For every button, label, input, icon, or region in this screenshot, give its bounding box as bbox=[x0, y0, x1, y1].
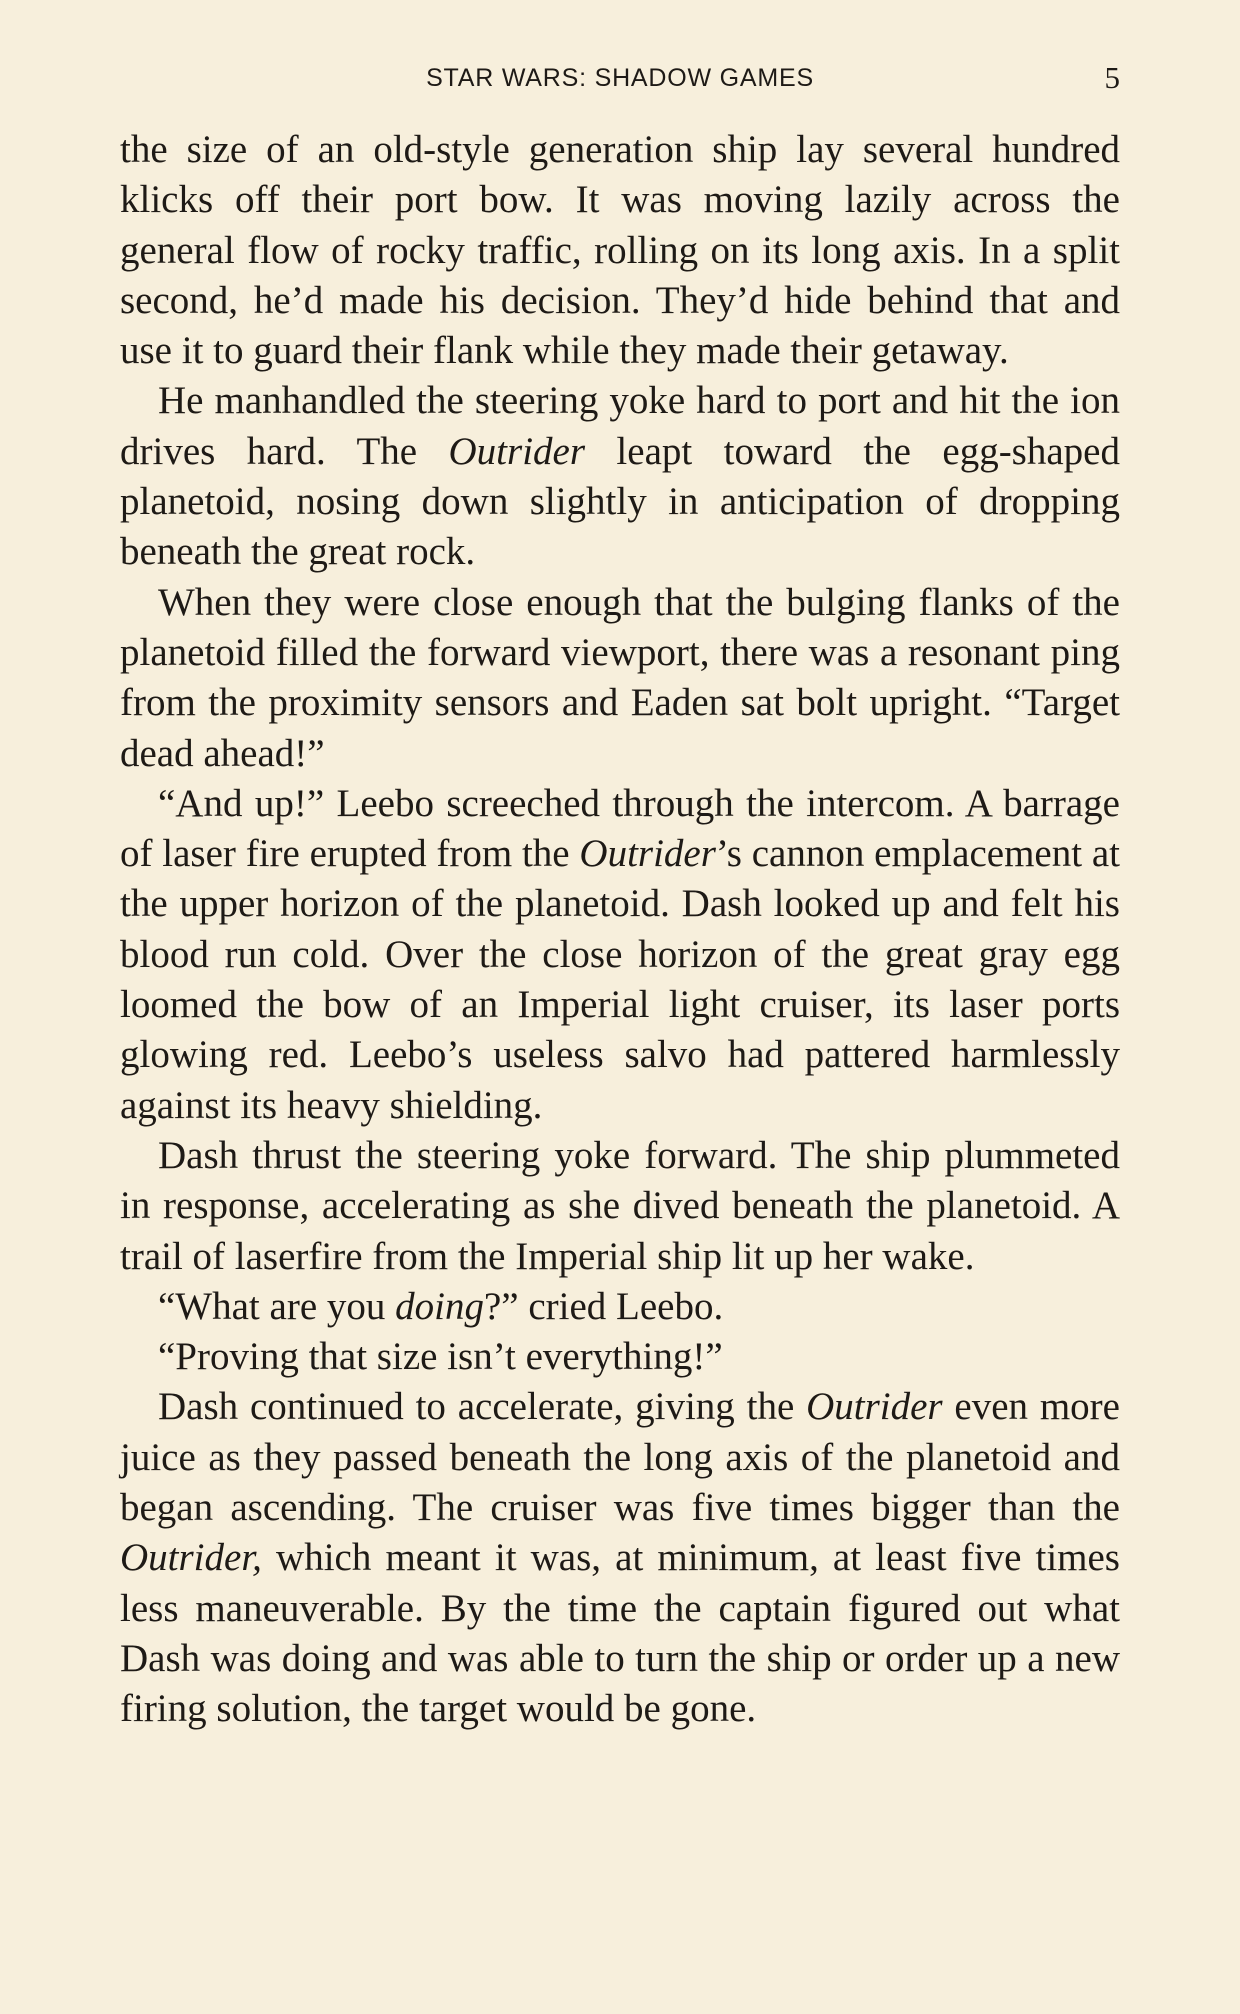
italic-text-run: Outrider bbox=[448, 429, 586, 473]
italic-text-run: doing bbox=[395, 1284, 484, 1328]
text-run: “What are you bbox=[158, 1284, 396, 1328]
running-title: STAR WARS: SHADOW GAMES bbox=[426, 64, 814, 92]
italic-text-run: Outrider, bbox=[120, 1536, 262, 1580]
body-text bbox=[120, 125, 1120, 1735]
italic-text-run: Outrider bbox=[806, 1385, 943, 1429]
paragraph bbox=[120, 125, 1120, 376]
paragraph bbox=[120, 1332, 1120, 1382]
text-run: He manhandled the steering yoke hard to port and hit the ion drives hard. The bbox=[120, 379, 1120, 473]
text-run: Dash thrust the steering yoke forward. The ship plummeted in response, accelerating as she dived beneath the planetoid. A trail of laserfire from the Imperial ship lit up her wake. bbox=[120, 1133, 1120, 1278]
text-run: “Proving that size isn’t everything!” bbox=[158, 1335, 723, 1379]
text-run: which meant it was, at minimum, at least five times less maneuverable. By the time the captain figured out what Dash was doing and was able to turn the ship or order up a new firing solution, the target would be gone. bbox=[120, 1536, 1120, 1731]
paragraph bbox=[120, 779, 1120, 1131]
paragraph bbox=[120, 578, 1120, 779]
paragraph bbox=[120, 1131, 1120, 1282]
paragraph bbox=[120, 1282, 1120, 1332]
text-run: ’s cannon emplacement at the upper horizon of the planetoid. Dash looked up and felt his blood run cold. Over the close horizon of the great gray egg loomed the bow of an Imperial light cruiser, its laser ports glowing red. Leebo’s useless salvo had pattered harmlessly against its heavy shielding. bbox=[120, 832, 1120, 1127]
text-run: When they were close enough that the bulging flanks of the planetoid filled the forward viewport, there was a resonant ping from the proximity sensors and Eaden sat bolt upright. “Target dead ahead!” bbox=[120, 580, 1120, 775]
text-run: “And up!” Leebo screeched through the intercom. A barrage of laser fire erupted from the bbox=[120, 781, 1120, 876]
running-head bbox=[120, 58, 1120, 98]
text-run: ?” cried Leebo. bbox=[483, 1284, 724, 1328]
page-number: 5 bbox=[1104, 60, 1120, 95]
italic-text-run: Outrider bbox=[579, 832, 716, 876]
text-run: Dash continued to accelerate, giving the bbox=[158, 1385, 807, 1429]
paragraph bbox=[120, 376, 1120, 577]
text-run: leapt toward the egg-shaped planetoid, nosing down slightly in anticipation of dropping beneath the great rock. bbox=[120, 429, 1120, 574]
text-run: the size of an old-style generation ship lay several hundred klicks off their port bow. It was moving lazily across the general flow of rocky traffic, rolling on its long axis. In a split second, he’d made his decision. They’d hide behind that and use it to guard their flank while they made their getaway. bbox=[120, 128, 1120, 373]
text-run: even more juice as they passed beneath the long axis of the planetoid and began ascending. The cruiser was five times bigger than the bbox=[120, 1385, 1120, 1530]
paragraph bbox=[120, 1382, 1120, 1734]
